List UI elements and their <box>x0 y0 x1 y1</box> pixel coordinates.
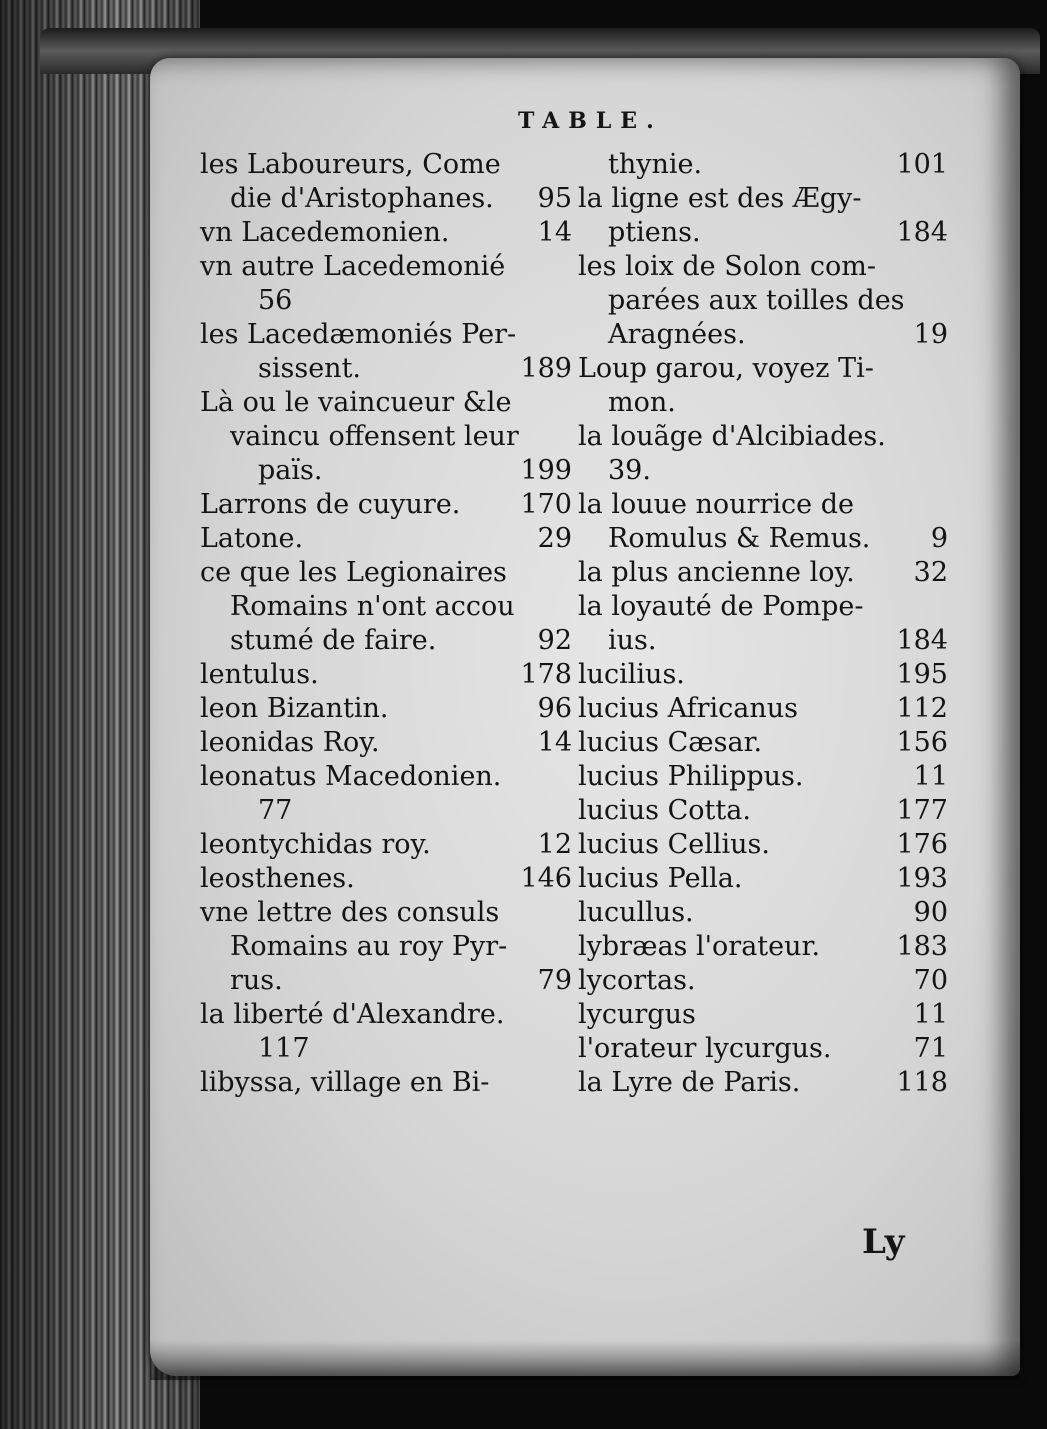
index-entry <box>578 420 948 454</box>
index-page-number: 70 <box>913 965 948 996</box>
index-entry <box>200 760 572 794</box>
index-page-number: 176 <box>896 829 948 860</box>
index-entry-text: Larrons de cuyure. <box>200 489 461 520</box>
index-entry <box>200 964 572 998</box>
index-page-number: 96 <box>537 693 572 724</box>
index-entry-text: lucius Africanus <box>578 693 799 724</box>
index-entry <box>200 182 572 216</box>
index-entry-text: lybræas l'orateur. <box>578 931 821 962</box>
index-entry <box>200 1032 572 1066</box>
index-entry-text: 56 <box>258 285 293 316</box>
index-page-number: 11 <box>913 999 948 1030</box>
index-page-number: 29 <box>537 523 572 554</box>
index-entry <box>578 454 948 488</box>
index-entry-text: l'orateur lycurgus. <box>578 1033 832 1064</box>
index-entry-text: les loix de Solon com- <box>578 251 876 282</box>
index-entry-text: lycurgus <box>578 999 696 1030</box>
index-page-number: 184 <box>896 217 948 248</box>
index-entry-text: lucius Cotta. <box>578 795 751 826</box>
index-entry <box>200 794 572 828</box>
index-entry-text: Aragnées. <box>608 319 746 350</box>
index-entry-text: la louue nourrice de <box>578 489 854 520</box>
index-entry-text: les Laboureurs, Come <box>200 149 501 180</box>
index-entry-text: parées aux toilles des <box>608 285 905 316</box>
index-page-number: 19 <box>913 319 948 350</box>
index-entry-text: vn Lacedemonien. <box>200 217 450 248</box>
index-entry <box>200 692 572 726</box>
index-entry <box>200 624 572 658</box>
index-entry-text: ce que les Legionaires <box>200 557 507 588</box>
index-entry <box>578 998 948 1032</box>
index-entry <box>578 828 948 862</box>
index-column-left <box>200 148 572 1100</box>
index-entry <box>578 726 948 760</box>
index-entry <box>578 386 948 420</box>
index-page-number: 156 <box>896 727 948 758</box>
index-entry <box>200 284 572 318</box>
index-entry-text: Loup garou, voyez Ti- <box>578 353 874 384</box>
index-entry <box>200 250 572 284</box>
index-entry <box>200 386 572 420</box>
index-entry <box>578 590 948 624</box>
index-entry <box>578 556 948 590</box>
index-page-number: 90 <box>913 897 948 928</box>
index-entry-text: lentulus. <box>200 659 319 690</box>
index-entry-text: 117 <box>258 1033 310 1064</box>
index-entry <box>578 352 948 386</box>
index-entry <box>200 1066 572 1100</box>
index-entry-text: die d'Aristophanes. <box>230 183 494 214</box>
index-entry <box>200 148 572 182</box>
index-entry <box>578 896 948 930</box>
index-entry <box>200 862 572 896</box>
index-page-number: 32 <box>913 557 948 588</box>
index-entry-text: stumé de faire. <box>230 625 437 656</box>
index-page-number: 118 <box>896 1067 948 1098</box>
index-page-number: 178 <box>520 659 572 690</box>
index-entry-text: leontychidas roy. <box>200 829 431 860</box>
index-entry <box>200 930 572 964</box>
index-entry-text: lucilius. <box>578 659 685 690</box>
index-entry <box>200 488 572 522</box>
index-entry <box>578 216 948 250</box>
index-entry <box>578 760 948 794</box>
index-page-number: 112 <box>896 693 948 724</box>
index-entry-text: leosthenes. <box>200 863 355 894</box>
index-page-number: 184 <box>896 625 948 656</box>
index-entry <box>578 930 948 964</box>
index-entry-text: lucius Cæsar. <box>578 727 763 758</box>
index-page-number: 193 <box>896 863 948 894</box>
index-entry-text: leon Bizantin. <box>200 693 389 724</box>
index-entry <box>200 420 572 454</box>
index-entry-text: sissent. <box>258 353 362 384</box>
index-page-number: 12 <box>537 829 572 860</box>
index-entry <box>200 590 572 624</box>
index-entry <box>200 318 572 352</box>
index-page-number: 71 <box>913 1033 948 1064</box>
index-entry-text: Romulus & Remus. <box>608 523 871 554</box>
index-entry-text: lucius Philippus. <box>578 761 804 792</box>
index-entry <box>578 1066 948 1100</box>
index-entry <box>578 182 948 216</box>
index-entry-text: 39. <box>608 455 651 486</box>
page-bottom-shadow <box>150 1340 1020 1380</box>
index-entry <box>200 658 572 692</box>
index-entry <box>200 556 572 590</box>
index-entry <box>200 726 572 760</box>
index-entry <box>578 794 948 828</box>
index-entry <box>578 964 948 998</box>
index-entry-text: païs. <box>258 455 323 486</box>
index-entry <box>200 216 572 250</box>
index-entry <box>578 148 948 182</box>
index-entry <box>200 828 572 862</box>
index-entry <box>200 998 572 1032</box>
index-entry-text: lucius Pella. <box>578 863 743 894</box>
index-entry <box>578 318 948 352</box>
index-entry-text: la ligne est des Ægy- <box>578 183 862 214</box>
index-page-number: 14 <box>537 217 572 248</box>
index-page-number: 170 <box>520 489 572 520</box>
index-entry-text: vne lettre des consuls <box>200 897 500 928</box>
index-entry-text: la louãge d'Alcibiades. <box>578 421 886 452</box>
index-entry-text: lucius Cellius. <box>578 829 770 860</box>
index-page-number: 189 <box>520 353 572 384</box>
index-entry <box>200 454 572 488</box>
running-head: TABLE. <box>518 108 663 134</box>
index-page-number: 9 <box>930 523 948 554</box>
index-entry-text: vn autre Lacedemonié <box>200 251 506 282</box>
index-entry-text: ius. <box>608 625 657 656</box>
index-entry <box>578 658 948 692</box>
index-entry <box>578 624 948 658</box>
index-entry-text: la liberté d'Alexandre. <box>200 999 505 1030</box>
index-page-number: 95 <box>537 183 572 214</box>
index-page-number: 177 <box>896 795 948 826</box>
index-entry-text: leonidas Roy. <box>200 727 380 758</box>
index-entry-text: mon. <box>608 387 676 418</box>
index-entry <box>578 488 948 522</box>
index-entry-text: Latone. <box>200 523 304 554</box>
index-entry-text: la plus ancienne loy. <box>578 557 855 588</box>
index-entry-text: 77 <box>258 795 293 826</box>
index-entry <box>578 862 948 896</box>
index-entry-text: les Lacedæmoniés Per- <box>200 319 517 350</box>
index-entry-text: Romains au roy Pyr- <box>230 931 508 962</box>
index-page-number: 183 <box>896 931 948 962</box>
index-page-number: 195 <box>896 659 948 690</box>
index-column-right <box>578 148 948 1100</box>
index-entry-text: lucullus. <box>578 897 694 928</box>
index-entry <box>200 522 572 556</box>
index-entry <box>578 1032 948 1066</box>
index-entry-text: vaincu offensent leur <box>230 421 519 452</box>
index-entry-text: libyssa, village en Bi- <box>200 1067 490 1098</box>
index-entry <box>578 522 948 556</box>
index-entry-text: thynie. <box>608 149 703 180</box>
index-entry <box>200 896 572 930</box>
index-page-number: 92 <box>537 625 572 656</box>
index-entry-text: Romains n'ont accou <box>230 591 515 622</box>
index-entry-text: leonatus Macedonien. <box>200 761 502 792</box>
index-page-number: 14 <box>537 727 572 758</box>
index-entry <box>578 692 948 726</box>
index-entry-text: la loyauté de Pompe- <box>578 591 864 622</box>
index-page-number: 79 <box>537 965 572 996</box>
index-page-number: 11 <box>913 761 948 792</box>
index-entry <box>578 250 948 284</box>
index-page-number: 146 <box>520 863 572 894</box>
index-entry-text: Là ou le vaincueur &le <box>200 387 512 418</box>
index-entry <box>200 352 572 386</box>
index-entry <box>578 284 948 318</box>
index-entry-text: rus. <box>230 965 283 996</box>
index-entry-text: lycortas. <box>578 965 696 996</box>
index-page-number: 199 <box>520 455 572 486</box>
index-entry-text: ptiens. <box>608 217 701 248</box>
index-entry-text: la Lyre de Paris. <box>578 1067 801 1098</box>
index-page-number: 101 <box>896 149 948 180</box>
catchword: Ly <box>862 1222 905 1262</box>
